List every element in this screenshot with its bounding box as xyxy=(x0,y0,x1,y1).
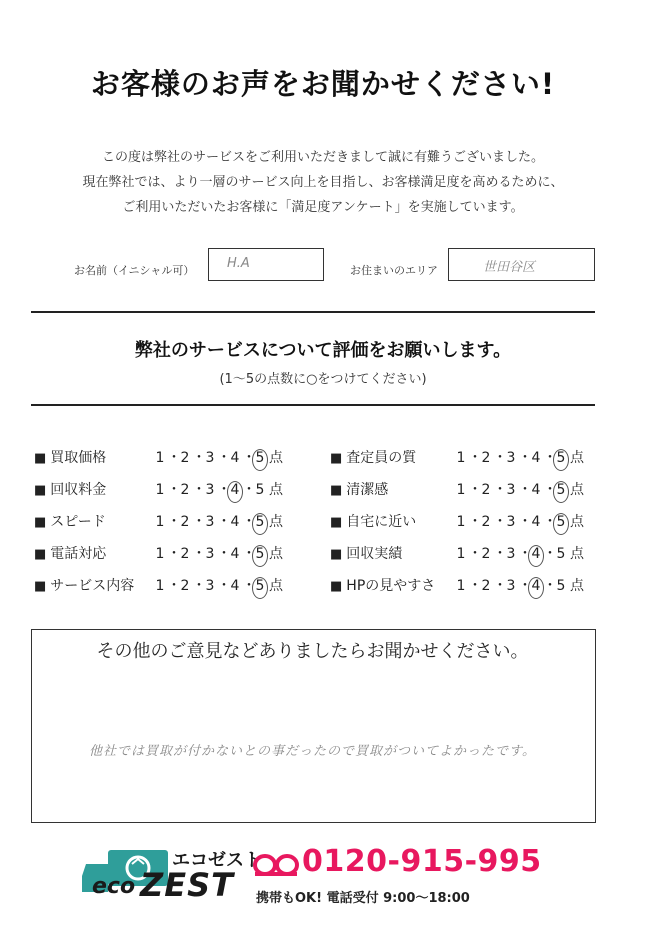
freedial-icon xyxy=(253,852,299,878)
rating-scale xyxy=(454,447,584,467)
rating-category xyxy=(34,575,134,595)
scale-separator: ・ xyxy=(192,450,206,466)
score-unit: 点 xyxy=(570,546,584,562)
scale-separator: ・ xyxy=(468,546,482,562)
score-option[interactable]: 1 xyxy=(155,546,165,562)
bullet-square-icon: ■ xyxy=(330,515,343,530)
scale-separator: ・ xyxy=(543,514,557,530)
scale-separator: ・ xyxy=(242,450,256,466)
rating-label: 査定員の質 xyxy=(346,450,417,466)
score-option[interactable]: 3 xyxy=(506,450,516,466)
rating-category xyxy=(330,575,435,595)
scale-separator: ・ xyxy=(493,578,507,594)
score-option[interactable]: 1 xyxy=(155,482,165,498)
score-option[interactable]: 2 xyxy=(481,514,491,530)
score-option[interactable]: 3 xyxy=(506,546,516,562)
rating-scale xyxy=(153,479,283,499)
rating-category xyxy=(34,479,106,499)
scale-separator: ・ xyxy=(217,450,231,466)
scale-separator: ・ xyxy=(493,450,507,466)
score-option[interactable]: 1 xyxy=(456,450,466,466)
rating-scale xyxy=(153,575,283,595)
name-label: お名前（イニシャル可） xyxy=(74,264,195,277)
rating-label: 回収実績 xyxy=(346,546,403,562)
score-option[interactable]: 3 xyxy=(205,482,215,498)
scale-separator: ・ xyxy=(167,482,181,498)
score-option-selected[interactable]: 5 xyxy=(253,450,267,466)
area-field[interactable] xyxy=(448,248,595,281)
scale-separator: ・ xyxy=(167,546,181,562)
rating-label: 買取価格 xyxy=(50,450,107,466)
score-option[interactable]: 5 xyxy=(556,546,566,562)
rating-title: 弊社のサービスについて評価をお願いします。 xyxy=(134,340,512,361)
score-option[interactable]: 4 xyxy=(230,450,240,466)
score-option[interactable]: 2 xyxy=(180,482,190,498)
score-option-selected[interactable]: 4 xyxy=(228,482,242,498)
bullet-square-icon: ■ xyxy=(330,451,343,466)
rating-scale xyxy=(153,511,283,531)
scale-separator: ・ xyxy=(192,546,206,562)
area-label: お住まいのエリア xyxy=(350,264,438,277)
intro-line-2: 現在弊社では、より一層のサービス向上を目指し、お客様満足度を高めるために、 xyxy=(82,175,564,190)
score-option-selected[interactable]: 5 xyxy=(253,578,267,594)
rating-scale xyxy=(153,447,283,467)
score-option[interactable]: 1 xyxy=(155,450,165,466)
score-option-selected[interactable]: 4 xyxy=(529,578,543,594)
bullet-square-icon: ■ xyxy=(330,483,343,498)
comment-question: その他のご意見などありましたらお聞かせください。 xyxy=(96,641,529,662)
intro-line-3: ご利用いただいたお客様に「満足度アンケート」を実施しています。 xyxy=(122,200,524,215)
score-option[interactable]: 2 xyxy=(180,578,190,594)
rating-category xyxy=(330,543,402,563)
phone-note: 携帯もOK! 電話受付 9:00～18:00 xyxy=(256,891,470,906)
intro-line-1: この度は弊社のサービスをご利用いただきまして誠に有難うございました。 xyxy=(101,150,544,165)
score-option[interactable]: 1 xyxy=(155,514,165,530)
area-value: 世田谷区 xyxy=(483,260,536,275)
score-option[interactable]: 1 xyxy=(456,514,466,530)
score-option[interactable]: 1 xyxy=(456,482,466,498)
rating-label: スピード xyxy=(50,514,106,530)
scale-separator: ・ xyxy=(242,546,256,562)
score-option[interactable]: 4 xyxy=(531,450,541,466)
rating-scale xyxy=(454,543,584,563)
score-unit: 点 xyxy=(269,546,283,562)
score-option[interactable]: 2 xyxy=(180,546,190,562)
score-option[interactable]: 3 xyxy=(205,514,215,530)
score-option[interactable]: 2 xyxy=(180,450,190,466)
rating-scale xyxy=(153,543,283,563)
score-unit: 点 xyxy=(570,482,584,498)
bullet-square-icon: ■ xyxy=(34,579,47,594)
divider-bottom xyxy=(31,404,595,406)
scale-separator: ・ xyxy=(217,546,231,562)
score-option[interactable]: 2 xyxy=(481,450,491,466)
name-value: H.A xyxy=(227,256,250,271)
score-option[interactable]: 1 xyxy=(456,546,466,562)
rating-category xyxy=(34,511,106,531)
scale-separator: ・ xyxy=(493,482,507,498)
scale-separator: ・ xyxy=(518,546,532,562)
scale-separator: ・ xyxy=(468,482,482,498)
score-option[interactable]: 3 xyxy=(506,482,516,498)
logo-kana: エコゼスト xyxy=(172,850,262,871)
bullet-square-icon: ■ xyxy=(34,451,47,466)
score-option[interactable]: 5 xyxy=(255,482,265,498)
rating-label: 電話対応 xyxy=(50,546,107,562)
score-option[interactable]: 4 xyxy=(531,482,541,498)
score-option[interactable]: 3 xyxy=(205,450,215,466)
bullet-square-icon: ■ xyxy=(34,547,47,562)
scale-separator: ・ xyxy=(167,578,181,594)
rating-scale xyxy=(454,479,584,499)
rating-category xyxy=(34,447,106,467)
score-option[interactable]: 4 xyxy=(230,514,240,530)
scale-separator: ・ xyxy=(543,450,557,466)
scale-separator: ・ xyxy=(493,514,507,530)
rating-label: サービス内容 xyxy=(50,578,135,594)
scale-separator: ・ xyxy=(167,450,181,466)
rating-label: HPの見やすさ xyxy=(346,578,436,594)
scale-separator: ・ xyxy=(543,578,557,594)
rating-label: 清潔感 xyxy=(346,482,389,498)
score-option[interactable]: 2 xyxy=(481,482,491,498)
rating-scale xyxy=(454,575,584,595)
rating-scale xyxy=(454,511,584,531)
score-option[interactable]: 4 xyxy=(230,578,240,594)
scale-separator: ・ xyxy=(543,546,557,562)
rating-category xyxy=(330,511,416,531)
score-option[interactable]: 3 xyxy=(506,578,516,594)
rating-category xyxy=(34,543,106,563)
score-option[interactable]: 3 xyxy=(205,546,215,562)
rating-label: 自宅に近い xyxy=(346,514,417,530)
phone-number[interactable]: 0120-915-995 xyxy=(302,844,542,879)
name-field[interactable] xyxy=(208,248,324,281)
page-title: お客様のお声をお聞かせください! xyxy=(90,67,556,101)
score-unit: 点 xyxy=(269,578,283,594)
score-option[interactable]: 2 xyxy=(180,514,190,530)
scale-separator: ・ xyxy=(242,482,256,498)
score-option[interactable]: 4 xyxy=(230,546,240,562)
scale-separator: ・ xyxy=(242,514,256,530)
comment-answer: 他社では買取が付かないとの事だったので買取がついてよかったです。 xyxy=(89,744,536,759)
score-unit: 点 xyxy=(570,578,584,594)
logo-zest: ZEST xyxy=(140,866,234,904)
rating-label: 回収料金 xyxy=(50,482,107,498)
scale-separator: ・ xyxy=(493,546,507,562)
score-option-selected[interactable]: 5 xyxy=(253,514,267,530)
scale-separator: ・ xyxy=(192,482,206,498)
scale-separator: ・ xyxy=(518,482,532,498)
scale-separator: ・ xyxy=(192,578,206,594)
scale-separator: ・ xyxy=(167,514,181,530)
scale-separator: ・ xyxy=(217,514,231,530)
score-option[interactable]: 2 xyxy=(481,578,491,594)
scale-separator: ・ xyxy=(217,482,231,498)
scale-separator: ・ xyxy=(242,578,256,594)
scale-separator: ・ xyxy=(518,514,532,530)
scale-separator: ・ xyxy=(518,450,532,466)
score-unit: 点 xyxy=(269,482,283,498)
score-option-selected[interactable]: 5 xyxy=(554,450,568,466)
scale-separator: ・ xyxy=(192,514,206,530)
score-unit: 点 xyxy=(269,450,283,466)
scale-separator: ・ xyxy=(468,450,482,466)
score-option-selected[interactable]: 4 xyxy=(529,546,543,562)
scale-separator: ・ xyxy=(468,578,482,594)
bullet-square-icon: ■ xyxy=(34,515,47,530)
divider-top xyxy=(31,311,595,313)
score-option-selected[interactable]: 5 xyxy=(554,514,568,530)
bullet-square-icon: ■ xyxy=(330,579,343,594)
score-unit: 点 xyxy=(570,450,584,466)
score-option-selected[interactable]: 5 xyxy=(253,546,267,562)
score-option[interactable]: 1 xyxy=(456,578,466,594)
rating-subtitle: (1～5の点数に○をつけてください) xyxy=(219,372,427,387)
rating-category xyxy=(330,447,416,467)
score-unit: 点 xyxy=(269,514,283,530)
score-option[interactable]: 5 xyxy=(556,578,566,594)
rating-category xyxy=(330,479,388,499)
scale-separator: ・ xyxy=(518,578,532,594)
bullet-square-icon: ■ xyxy=(34,483,47,498)
score-option[interactable]: 3 xyxy=(205,578,215,594)
score-option[interactable]: 4 xyxy=(531,514,541,530)
logo-eco: eco xyxy=(92,874,136,899)
score-option[interactable]: 2 xyxy=(481,546,491,562)
score-option[interactable]: 3 xyxy=(506,514,516,530)
score-option-selected[interactable]: 5 xyxy=(554,482,568,498)
score-option[interactable]: 1 xyxy=(155,578,165,594)
bullet-square-icon: ■ xyxy=(330,547,343,562)
scale-separator: ・ xyxy=(468,514,482,530)
scale-separator: ・ xyxy=(217,578,231,594)
score-unit: 点 xyxy=(570,514,584,530)
scale-separator: ・ xyxy=(543,482,557,498)
